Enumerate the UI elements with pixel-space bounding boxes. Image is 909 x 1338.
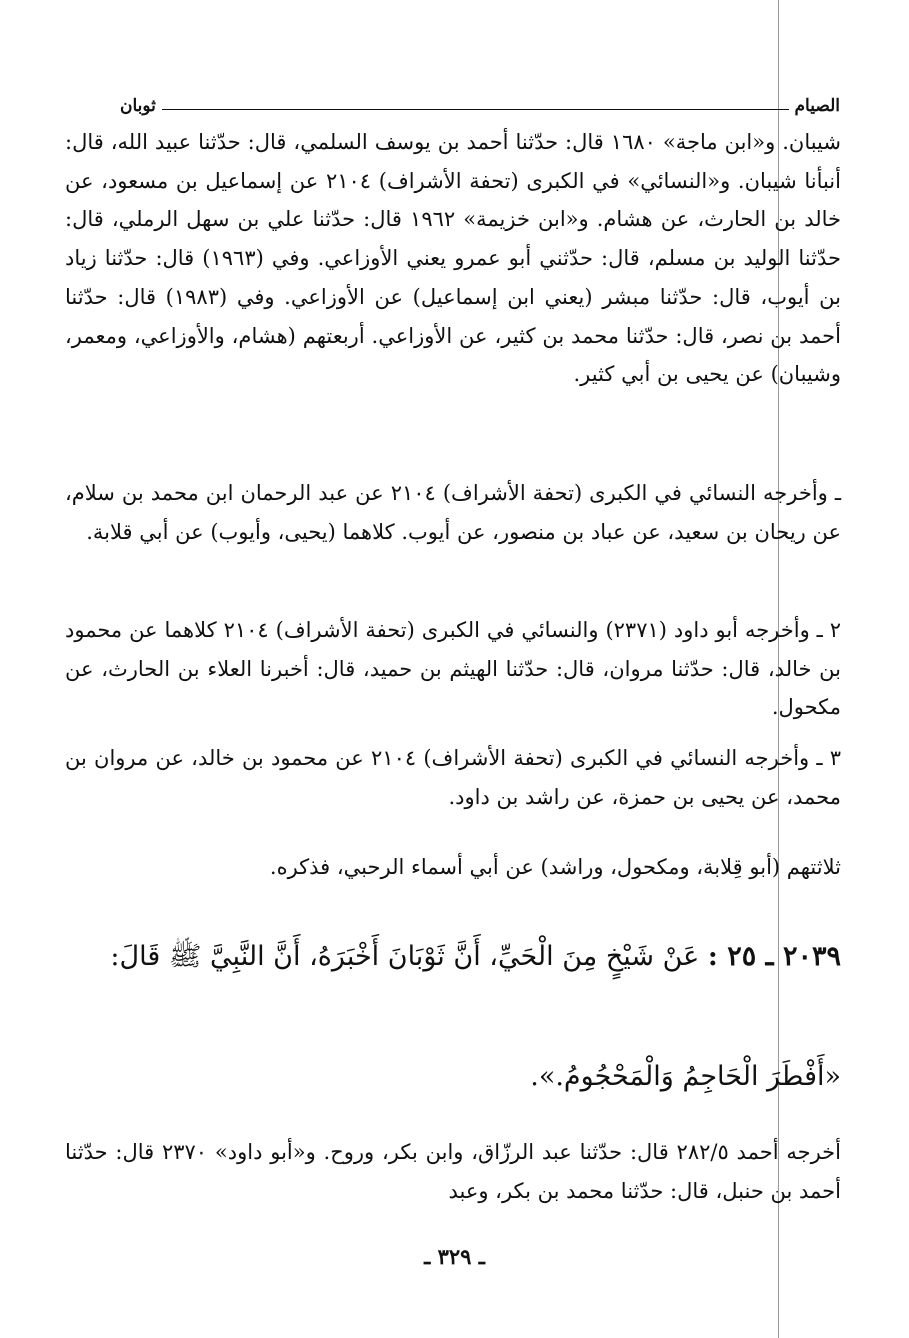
hadith-heading: [65, 930, 841, 984]
takhrij-paragraph-6: [65, 1133, 841, 1210]
paragraph-text: ـ وأخرجه النسائي في الكبرى (تحفة الأشراف) ٢١٠٤ عن عبد الرحمان ابن محمد بن سلام، عن ريحان بن سعيد، عن عباد بن منصور، عن أيوب. كلاهما (يحيى، وأيوب) عن أبي قلابة.: [65, 481, 842, 544]
takhrij-paragraph-1: [65, 123, 841, 394]
paragraph-text: ٢ ـ وأخرجه أبو داود (٢٣٧١) والنسائي في الكبرى (تحفة الأشراف) ٢١٠٤ كلاهما عن محمود بن خالد، قال: حدّثنا مروان، قال: حدّثنا الهيثم بن حميد، قال: أخبرنا العلاء بن الحارث، عن مكحول.: [65, 618, 842, 720]
takhrij-paragraph-5: [65, 848, 841, 887]
hadith-number: ٢٠٣٩ ـ ٢٥ :: [707, 941, 841, 972]
paragraph-text: أخرجه أحمد ٢٨٢/٥ قال: حدّثنا عبد الرزّاق، وابن بكر، وروح. و«أبو داود» ٢٣٧٠ قال: حدّثنا أحمد بن حنبل، قال: حدّثنا محمد بن بكر، وعبد: [65, 1140, 841, 1203]
header-rule: [162, 109, 789, 110]
hadith-matn: «أَفْطَرَ الْحَاجِمُ وَالْمَحْجُومُ.».: [530, 1061, 841, 1092]
paragraph-text: ثلاثتهم (أبو قِلابة، ومكحول، وراشد) عن أبي أسماء الرحبي، فذكره.: [269, 855, 841, 879]
running-header: [120, 92, 840, 116]
takhrij-paragraph-3: [65, 611, 841, 727]
chapter-title: الصيام: [794, 96, 840, 116]
narrator-title: ثوبان: [120, 96, 156, 116]
paragraph-text: ٣ ـ وأخرجه النسائي في الكبرى (تحفة الأشراف) ٢١٠٤ عن محمود بن خالد، عن مروان بن محمد، عن يحيى بن حمزة، عن راشد بن داود.: [65, 746, 841, 809]
hadith-isnad-text: عَنْ شَيْخٍ مِنَ الْحَيِّ، أَنَّ ثَوْبَانَ أَخْبَرَهُ، أَنَّ النَّبِيَّ ﷺ قَالَ:: [110, 941, 700, 972]
takhrij-paragraph-4: [65, 739, 841, 816]
takhrij-paragraph-2: [65, 474, 841, 551]
paragraph-text: شيبان. و«ابن ماجة» ١٦٨٠ قال: حدّثنا أحمد بن يوسف السلمي، قال: حدّثنا عبيد الله، قال: أنبأنا شيبان. و«النسائي» في الكبرى (تحفة الأشراف) ٢١٠٤ عن إسماعيل بن مسعود، عن خالد بن الحارث، عن هشام. و«ابن خزيمة» ١٩٦٢ قال: حدّثنا علي بن سهل الرملي، قال: حدّثنا الوليد بن مسلم، قال: حدّثني أبو عمرو يعني الأوزاعي. وفي (١٩٦٣) قال: حدّثنا زياد بن أيوب، قال: حدّثنا مبشر (يعني ابن إسماعيل) عن الأوزاعي. وفي (١٩٨٣) قال: حدّثنا أحمد بن نصر، قال: حدّثنا محمد بن كثير، عن الأوزاعي. أربعتهم (هشام، والأوزاعي، ومعمر، وشيبان) عن يحيى بن أبي كثير.: [65, 130, 842, 387]
page-number: ـ ٣٢٩ ـ: [424, 1244, 485, 1269]
